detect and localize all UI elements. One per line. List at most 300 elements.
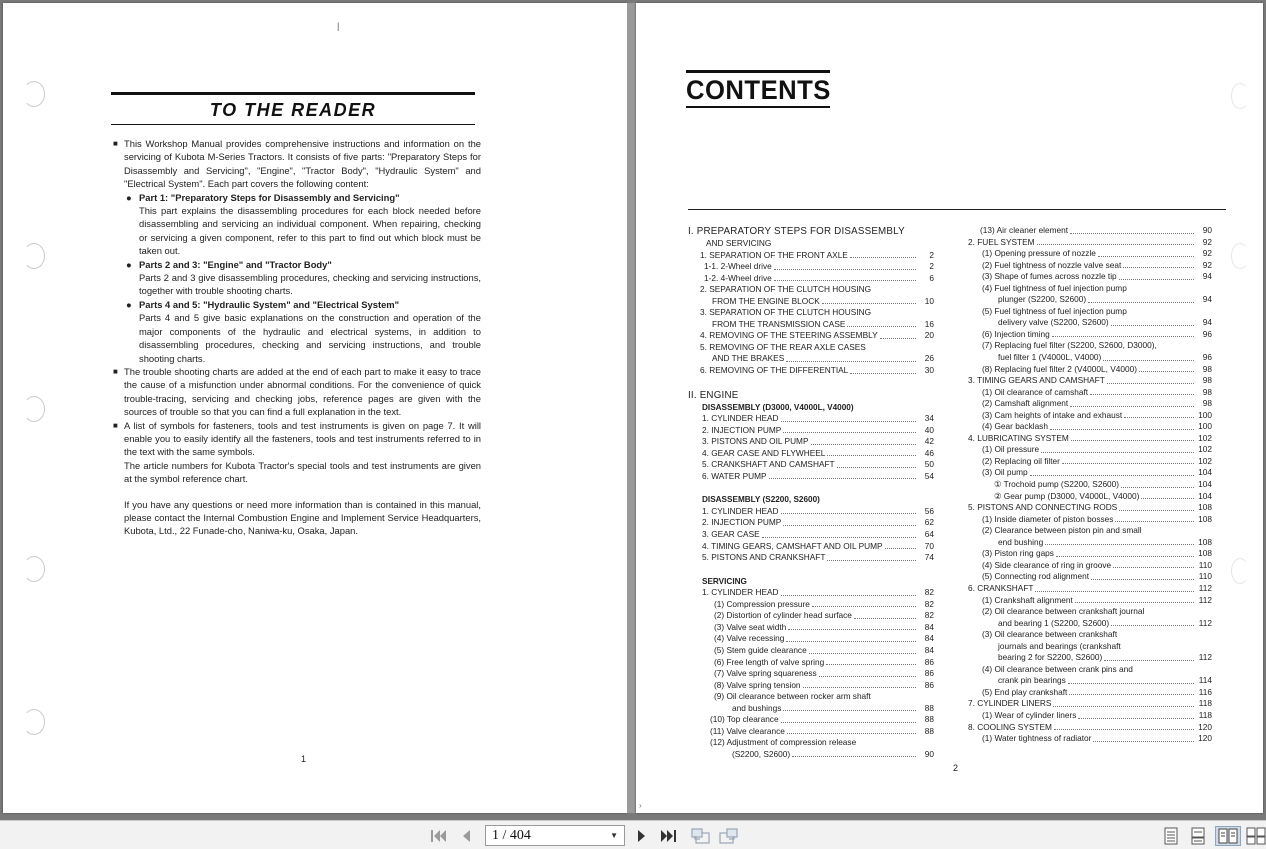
dot-leader bbox=[880, 338, 916, 339]
toc-entry bbox=[968, 398, 1212, 410]
toc-page-number: 102 bbox=[1198, 455, 1212, 466]
dot-leader bbox=[774, 269, 916, 270]
toc-page-number: 90 bbox=[1202, 225, 1212, 235]
toc-section-heading: II. ENGINE bbox=[688, 389, 739, 401]
toc-entry-label: and bushings bbox=[732, 702, 782, 713]
toc-page-number: 2 bbox=[929, 261, 934, 272]
toc-entry bbox=[968, 560, 1212, 572]
dot-leader bbox=[1050, 429, 1194, 430]
toc-entry-label: (1) Wear of cylinder liners bbox=[982, 709, 1077, 720]
toc-entry bbox=[968, 537, 1212, 549]
title-rule bbox=[686, 106, 830, 108]
toc-entry-label: and bearing 1 (S2200, S2600) bbox=[998, 617, 1110, 628]
toc-entry-label: fuel filter 1 (V4000L, V4000) bbox=[998, 352, 1102, 363]
toc-entry bbox=[688, 714, 934, 726]
toc-entry bbox=[688, 261, 934, 273]
toc-entry bbox=[968, 421, 1212, 433]
toc-entry-label: (3) Piston ring gaps bbox=[982, 548, 1054, 559]
paragraph bbox=[111, 137, 481, 191]
toc-entry bbox=[968, 491, 1212, 503]
toc-entry bbox=[968, 722, 1212, 734]
toc-page-number: 86 bbox=[924, 679, 934, 690]
page-left bbox=[3, 3, 627, 813]
toc-entry bbox=[968, 410, 1212, 422]
toc-page-number: 100 bbox=[1198, 421, 1212, 432]
title-rule bbox=[686, 70, 830, 73]
dot-leader bbox=[822, 303, 916, 304]
dot-leader bbox=[1111, 325, 1194, 326]
next-page-icon bbox=[636, 828, 648, 844]
toc-page-number: 26 bbox=[924, 353, 934, 364]
dot-leader bbox=[885, 548, 916, 549]
paragraph bbox=[111, 365, 481, 419]
toc-page-number: 108 bbox=[1198, 502, 1212, 513]
toc-page-number: 110 bbox=[1198, 559, 1212, 570]
dot-leader bbox=[1141, 498, 1194, 499]
toc-page-number: 86 bbox=[924, 668, 934, 679]
toc-entry-label: 4. LUBRICATING SYSTEM bbox=[968, 432, 1069, 443]
dot-leader bbox=[1035, 591, 1194, 592]
binder-hole bbox=[1231, 558, 1249, 584]
toc-page-number: 96 bbox=[1202, 328, 1212, 339]
single-page-view-icon bbox=[1163, 827, 1179, 845]
toc-page-number: 16 bbox=[924, 318, 934, 329]
paragraph bbox=[111, 419, 481, 459]
toc-page-number: 82 bbox=[924, 598, 934, 609]
dot-leader bbox=[850, 257, 916, 258]
toc-entry-line: 3. SEPARATION OF THE CLUTCH HOUSING bbox=[700, 307, 872, 318]
part-description: This part explains the disassembling procedures for each block needed before disassembling and servicing an individual component. When repairing, checking or servicing a given component, refer to this part to find out which block must be taken out. bbox=[139, 205, 481, 257]
toc-entry-label: 3. PISTONS AND OIL PUMP bbox=[702, 436, 809, 447]
toc-entry bbox=[688, 610, 934, 622]
contact-paragraph: If you have any questions or need more information than is contained in this manual, please contact the Internal Combustion Engine and Implement Service Headquarters, Kubota, Ltd., 22 Funade-cho, Naniwa-ku, Osaka, Japan. bbox=[124, 498, 481, 537]
dot-leader bbox=[792, 756, 916, 757]
toc-entry-label: (1) Compression pressure bbox=[714, 598, 810, 609]
page-right bbox=[636, 3, 1263, 813]
part-heading: Parts 2 and 3: "Engine" and "Tractor Body" bbox=[139, 258, 332, 270]
toc-entry-label: 1-1. 2-Wheel drive bbox=[704, 261, 772, 272]
toc-page-number: 6 bbox=[929, 272, 934, 283]
toc-entry-label: 6. CRANKSHAFT bbox=[968, 582, 1034, 593]
toc-entry-label: 6. WATER PUMP bbox=[702, 470, 767, 481]
toc-page-number: 112 bbox=[1198, 594, 1212, 605]
toc-entry-label: bearing 2 for S2200, S2600) bbox=[998, 652, 1103, 663]
part-heading: Parts 4 and 5: "Hydraulic System" and "Electrical System" bbox=[139, 298, 400, 310]
toc-entry bbox=[688, 703, 934, 715]
toc-entry-label: (3) Shape of fumes across nozzle tip bbox=[982, 271, 1117, 282]
toc-page-number: 108 bbox=[1198, 513, 1212, 524]
toc-entry bbox=[688, 749, 934, 761]
toc-page-number: 94 bbox=[1202, 317, 1212, 328]
paragraph-text: A list of symbols for fasteners, tools and test instruments is given on page 7. It will enable you to easily identify all the fasteners, tools and test instruments referred to in the text with the same symbols. bbox=[124, 419, 481, 458]
toc-section-heading: I. PREPARATORY STEPS FOR DISASSEMBLY bbox=[688, 226, 905, 237]
binder-hole bbox=[1231, 243, 1249, 269]
continuous-two-page-icon bbox=[1246, 827, 1266, 845]
toc-page-number: 70 bbox=[924, 540, 934, 551]
dot-leader bbox=[1037, 244, 1194, 245]
toc-entry bbox=[688, 459, 934, 471]
toc-entry-label: (4) Valve recessing bbox=[714, 633, 785, 644]
toc-page-number: 74 bbox=[924, 552, 934, 563]
toc-page-number: 94 bbox=[1202, 271, 1212, 282]
first-page-icon bbox=[429, 828, 447, 844]
toc-page-number: 82 bbox=[924, 587, 934, 598]
binder-hole bbox=[23, 396, 45, 422]
toc-page-number: 96 bbox=[1202, 352, 1212, 363]
paragraph-text: The article numbers for Kubota Tractor's special tools and test instruments are given at the symbol reference chart. bbox=[124, 459, 481, 485]
toc-entry bbox=[968, 317, 1212, 329]
go-back-icon bbox=[689, 827, 711, 845]
toc-entry-line: (2) Clearance between piston pin and small bbox=[982, 525, 1142, 536]
dot-leader bbox=[1121, 487, 1194, 488]
toc-entry-label: (11) Valve clearance bbox=[710, 725, 785, 736]
continuous-view-button[interactable] bbox=[1187, 826, 1209, 846]
toc-page-number: 84 bbox=[924, 633, 934, 644]
toc-page-number: 98 bbox=[1202, 363, 1212, 374]
toc-entry-line: journals and bearings (crankshaft bbox=[998, 640, 1121, 651]
binder-hole bbox=[1231, 83, 1249, 109]
page-gutter bbox=[627, 3, 636, 813]
toc-entry bbox=[968, 433, 1212, 445]
toc-entry bbox=[968, 502, 1212, 514]
dot-leader bbox=[762, 537, 916, 538]
toc-entry bbox=[968, 710, 1212, 722]
prev-page-button[interactable] bbox=[456, 826, 476, 846]
toc-entry bbox=[968, 364, 1212, 376]
toc-entry bbox=[968, 618, 1212, 630]
toc-entry-line: 2. SEPARATION OF THE CLUTCH HOUSING bbox=[700, 284, 872, 295]
continuous-two-page-button[interactable] bbox=[1246, 826, 1266, 846]
dot-leader bbox=[1070, 406, 1194, 407]
toc-entry bbox=[688, 471, 934, 483]
toc-entry bbox=[688, 506, 934, 518]
dot-leader bbox=[819, 676, 916, 677]
toc-entry-label: crank pin bearings bbox=[998, 675, 1066, 686]
dot-leader bbox=[803, 687, 916, 688]
dot-leader bbox=[1124, 417, 1194, 418]
toc-entry bbox=[968, 444, 1212, 456]
toc-subsection-heading: DISASSEMBLY (D3000, V4000L, V4000) bbox=[702, 402, 854, 412]
toc-entry-label: 6. REMOVING OF THE DIFFERENTIAL bbox=[700, 365, 849, 376]
toc-entry bbox=[968, 595, 1212, 607]
dot-leader bbox=[1111, 625, 1194, 626]
last-page-button[interactable] bbox=[658, 826, 680, 846]
toc-entry bbox=[688, 645, 934, 657]
toc-entry bbox=[688, 365, 934, 377]
toc-page-number: 94 bbox=[1202, 294, 1212, 305]
toc-entry bbox=[688, 552, 934, 564]
toc-entry-label: ② Gear pump (D3000, V4000L, V4000) bbox=[994, 490, 1140, 501]
toc-entry-label: (S2200, S2600) bbox=[732, 748, 791, 759]
dot-leader bbox=[1090, 394, 1194, 395]
toc-page-number: 112 bbox=[1198, 652, 1212, 663]
toc-entry-label: (2) Camshaft alignment bbox=[982, 398, 1069, 409]
toc-entry-label: 1. CYLINDER HEAD bbox=[702, 505, 779, 516]
toc-page-number: 34 bbox=[924, 413, 934, 424]
toc-entry bbox=[688, 657, 934, 669]
toc-entry-label: 5. CRANKSHAFT AND CAMSHAFT bbox=[702, 459, 835, 470]
page-number: 1 bbox=[301, 754, 307, 764]
toc-entry-label: (3) Valve seat width bbox=[714, 621, 787, 632]
toc-entry bbox=[688, 599, 934, 611]
toc-page-number: 92 bbox=[1202, 248, 1212, 259]
toc-entry bbox=[688, 436, 934, 448]
toc-entry-label: (1) Water tightness of radiator bbox=[982, 733, 1092, 744]
toc-entry-label: (5) Connecting rod alignment bbox=[982, 571, 1089, 582]
toc-entry bbox=[968, 248, 1212, 260]
toc-page-number: 108 bbox=[1198, 536, 1212, 547]
toc-entry-label: (6) Injection timing bbox=[982, 328, 1050, 339]
last-page-icon bbox=[660, 828, 678, 844]
toc-page-number: 84 bbox=[924, 644, 934, 655]
toc-page-number: 112 bbox=[1198, 617, 1212, 628]
toc-page-number: 88 bbox=[924, 714, 934, 725]
part-item bbox=[111, 191, 481, 204]
dot-leader bbox=[787, 733, 916, 734]
dot-leader bbox=[1069, 694, 1194, 695]
toc-entry-label: (10) Top clearance bbox=[710, 714, 779, 725]
page-number: 2 bbox=[953, 763, 959, 773]
toc-entry-label: FROM THE ENGINE BLOCK bbox=[712, 295, 820, 306]
dot-leader bbox=[783, 432, 916, 433]
toc-entry-label: (4) Gear backlash bbox=[982, 421, 1048, 432]
reader-body bbox=[111, 137, 481, 538]
dot-leader bbox=[837, 467, 916, 468]
toc-entry-label: end bushing bbox=[998, 536, 1044, 547]
dot-leader bbox=[1098, 256, 1194, 257]
dot-bullet-icon: ● bbox=[126, 298, 132, 310]
title-rule bbox=[111, 124, 475, 125]
toc-entry-label: (2) Distortion of cylinder head surface bbox=[714, 610, 852, 621]
toc-entry bbox=[968, 548, 1212, 560]
toc-entry-line: (7) Replacing fuel filter (S2200, S2600, D3000), bbox=[982, 340, 1157, 351]
toc-entry bbox=[968, 271, 1212, 283]
toc-entry bbox=[968, 514, 1212, 526]
first-page-button[interactable] bbox=[427, 826, 449, 846]
dot-leader bbox=[854, 618, 916, 619]
toc-page-number: 92 bbox=[1202, 236, 1212, 247]
toc-entry-label: 3. GEAR CASE bbox=[702, 529, 760, 540]
toc-entry bbox=[968, 225, 1212, 237]
toc-entry bbox=[688, 319, 934, 331]
toc-entry bbox=[968, 675, 1212, 687]
toc-divider bbox=[688, 209, 1226, 210]
title-rule bbox=[111, 92, 475, 95]
dot-leader bbox=[847, 326, 916, 327]
toc-entry-label: (2) Replacing oil filter bbox=[982, 455, 1060, 466]
toc-entry bbox=[968, 375, 1212, 387]
toc-page-number: 88 bbox=[924, 702, 934, 713]
toc-entry-line: (5) Fuel tightness of fuel injection pump bbox=[982, 305, 1127, 316]
toc-page-number: 2 bbox=[929, 249, 934, 260]
corner-mark: › bbox=[639, 801, 642, 810]
toc-entry bbox=[968, 352, 1212, 364]
toc-page-number: 108 bbox=[1198, 548, 1212, 559]
toc-entry bbox=[968, 294, 1212, 306]
toc-entry-label: 5. PISTONS AND CRANKSHAFT bbox=[702, 552, 826, 563]
toc-page-number: 54 bbox=[924, 470, 934, 481]
toc-entry-label: (13) Air cleaner element bbox=[980, 225, 1069, 235]
dot-leader bbox=[1091, 579, 1194, 580]
toc-entry bbox=[688, 413, 934, 425]
toc-spacer bbox=[688, 482, 934, 494]
toc-entry bbox=[688, 273, 934, 285]
dot-leader bbox=[1070, 233, 1194, 234]
dot-leader bbox=[1052, 336, 1194, 337]
part-description: Parts 4 and 5 give basic explanations on the construction and operation of the major components of the hydraulic and electrical systems, in addition to disassembling procedures, checking and servicing instructions, and trouble shooting charts. bbox=[139, 312, 481, 364]
toc-entry-line: (12) Adjustment of compression release bbox=[710, 737, 857, 748]
toc-entry-line: (4) Oil clearance between crank pins and bbox=[982, 663, 1133, 674]
dot-leader bbox=[786, 641, 916, 642]
dot-leader bbox=[1078, 718, 1194, 719]
go-forward-icon bbox=[718, 827, 740, 845]
toc-entry-line: (9) Oil clearance between rocker arm shaft bbox=[714, 691, 871, 702]
chevron-down-icon: ▼ bbox=[610, 831, 618, 840]
toc-entry bbox=[968, 687, 1212, 699]
toc-page-number: 120 bbox=[1198, 721, 1212, 732]
dot-leader bbox=[1075, 602, 1194, 603]
toc-entry-label: (5) End play crankshaft bbox=[982, 686, 1068, 697]
toc-page-number: 98 bbox=[1202, 398, 1212, 409]
toc-entry-label: ① Trochoid pump (S2200, S2600) bbox=[994, 479, 1120, 490]
toc-entry-label: 1. CYLINDER HEAD bbox=[702, 587, 779, 598]
toc-entry-label: (8) Valve spring tension bbox=[714, 679, 801, 690]
dot-leader bbox=[811, 444, 916, 445]
toc-entry bbox=[688, 448, 934, 460]
dot-leader bbox=[1056, 556, 1194, 557]
toc-entry bbox=[688, 250, 934, 262]
go-forward-button[interactable] bbox=[717, 826, 741, 846]
dot-leader bbox=[769, 478, 916, 479]
toc-entry-label: 8. COOLING SYSTEM bbox=[968, 721, 1052, 732]
toc-entry-line: (3) Oil clearance between crankshaft bbox=[982, 629, 1118, 640]
toc-entry-label: (3) Cam heights of intake and exhaust bbox=[982, 409, 1123, 420]
toc-entry-label: 4. TIMING GEARS, CAMSHAFT AND OIL PUMP bbox=[702, 540, 883, 551]
toc-page-number: 104 bbox=[1198, 479, 1212, 490]
prev-page-icon bbox=[460, 828, 472, 844]
toc-entry bbox=[968, 571, 1212, 583]
page-selector[interactable] bbox=[485, 825, 625, 846]
dot-leader bbox=[781, 421, 916, 422]
toc-entry-label: AND THE BRAKES bbox=[712, 353, 785, 364]
toc-entry-label: 2. INJECTION PUMP bbox=[702, 424, 782, 435]
toc-entry-label: (3) Oil pump bbox=[982, 467, 1028, 478]
toc-entry bbox=[688, 633, 934, 645]
toc-entry-label: 4. GEAR CASE AND FLYWHEEL bbox=[702, 447, 826, 458]
toc-page-number: 102 bbox=[1198, 432, 1212, 443]
toc-page-number: 64 bbox=[924, 529, 934, 540]
binder-hole bbox=[23, 81, 45, 107]
toc-page-number: 104 bbox=[1198, 490, 1212, 501]
part-heading: Part 1: "Preparatory Steps for Disassembly and Servicing" bbox=[139, 191, 400, 203]
toc-entry-label: (1) Oil pressure bbox=[982, 444, 1040, 455]
toc-entry bbox=[968, 387, 1212, 399]
dot-leader bbox=[1107, 383, 1194, 384]
dot-leader bbox=[788, 629, 916, 630]
dot-leader bbox=[1041, 452, 1194, 453]
toc-entry-label: (7) Valve spring squareness bbox=[714, 668, 817, 679]
dot-leader bbox=[1113, 567, 1194, 568]
toc-entry-label: (6) Free length of valve spring bbox=[714, 656, 825, 667]
dot-leader bbox=[1139, 371, 1194, 372]
toc-entry-label: (1) Opening pressure of nozzle bbox=[982, 248, 1096, 259]
toc-entry bbox=[688, 668, 934, 680]
dot-leader bbox=[1071, 440, 1194, 441]
toc-entry-label: (1) Crankshaft alignment bbox=[982, 594, 1073, 605]
toc-column-right bbox=[968, 225, 1212, 745]
toc-page-number: 40 bbox=[924, 424, 934, 435]
toc-entry-label: (1) Inside diameter of piston bosses bbox=[982, 513, 1114, 524]
paragraph-text: This Workshop Manual provides comprehensive instructions and information on the servicing of Kubota M-Series Tractors. It consists of five parts: "Preparatory Steps for Disassembly and Servicing", "Engine", "Tractor Body", "Hydraulic System" and "Electrical System". Each part covers the following content: bbox=[124, 138, 481, 190]
toc-page-number: 30 bbox=[924, 365, 934, 376]
toc-page-number: 118 bbox=[1198, 698, 1212, 709]
two-page-view-icon bbox=[1218, 828, 1238, 844]
go-back-button[interactable] bbox=[688, 826, 712, 846]
margin-mark: | bbox=[337, 21, 340, 31]
toc-page-number: 50 bbox=[924, 459, 934, 470]
toc-spacer bbox=[688, 564, 934, 576]
toc-page-number: 86 bbox=[924, 656, 934, 667]
toc-page-number: 120 bbox=[1198, 733, 1212, 744]
toc-entry-label: 2. FUEL SYSTEM bbox=[968, 236, 1035, 247]
toc-page-number: 84 bbox=[924, 621, 934, 632]
toc-page-number: 110 bbox=[1198, 571, 1212, 582]
two-page-view-button[interactable] bbox=[1215, 826, 1241, 846]
dot-leader bbox=[812, 606, 916, 607]
toc-entry-label: (4) Side clearance of ring in groove bbox=[982, 559, 1112, 570]
toc-page-number: 116 bbox=[1198, 686, 1212, 697]
toc-entry bbox=[968, 652, 1212, 664]
toc-entry bbox=[968, 733, 1212, 745]
next-page-button[interactable] bbox=[632, 826, 652, 846]
dot-leader bbox=[774, 280, 916, 281]
toc-page-number: 102 bbox=[1198, 444, 1212, 455]
toc-entry-line: (2) Oil clearance between crankshaft journal bbox=[982, 606, 1145, 617]
toc-entry bbox=[688, 622, 934, 634]
square-bullet-icon: ■ bbox=[113, 139, 118, 148]
dot-leader bbox=[827, 560, 916, 561]
toc-page-number: 98 bbox=[1202, 386, 1212, 397]
dot-leader bbox=[1115, 521, 1194, 522]
toc-entry bbox=[688, 296, 934, 308]
continuous-view-icon bbox=[1190, 827, 1206, 845]
dot-leader bbox=[1119, 279, 1194, 280]
single-page-view-button[interactable] bbox=[1160, 826, 1182, 846]
toc-entry-line: 5. REMOVING OF THE REAR AXLE CASES bbox=[700, 341, 866, 352]
toc-page-number: 82 bbox=[924, 610, 934, 621]
binder-hole bbox=[23, 556, 45, 582]
dot-leader bbox=[786, 361, 916, 362]
toc-spacer bbox=[688, 377, 934, 389]
toc-subsection-heading: SERVICING bbox=[702, 576, 747, 586]
page-title: TO THE READER bbox=[209, 100, 377, 120]
square-bullet-icon: ■ bbox=[113, 366, 118, 376]
toc-entry-label: 1. SEPARATION OF THE FRONT AXLE bbox=[700, 249, 848, 260]
toc-subsection-heading: DISASSEMBLY (S2200, S2600) bbox=[702, 495, 820, 505]
dot-leader bbox=[1068, 683, 1194, 684]
toc-page-number: 56 bbox=[924, 505, 934, 516]
toc-entry bbox=[688, 330, 934, 342]
toc-page-number: 88 bbox=[924, 725, 934, 736]
toc-page-number: 114 bbox=[1198, 675, 1212, 686]
dot-leader bbox=[1103, 360, 1194, 361]
dot-leader bbox=[826, 664, 916, 665]
toc-page-number: 92 bbox=[1202, 259, 1212, 270]
toc-entry-label: 1-2. 4-Wheel drive bbox=[704, 272, 772, 283]
part-item bbox=[111, 298, 481, 311]
toc-entry-label: delivery valve (S2200, S2600) bbox=[998, 317, 1109, 328]
toc-entry bbox=[688, 517, 934, 529]
